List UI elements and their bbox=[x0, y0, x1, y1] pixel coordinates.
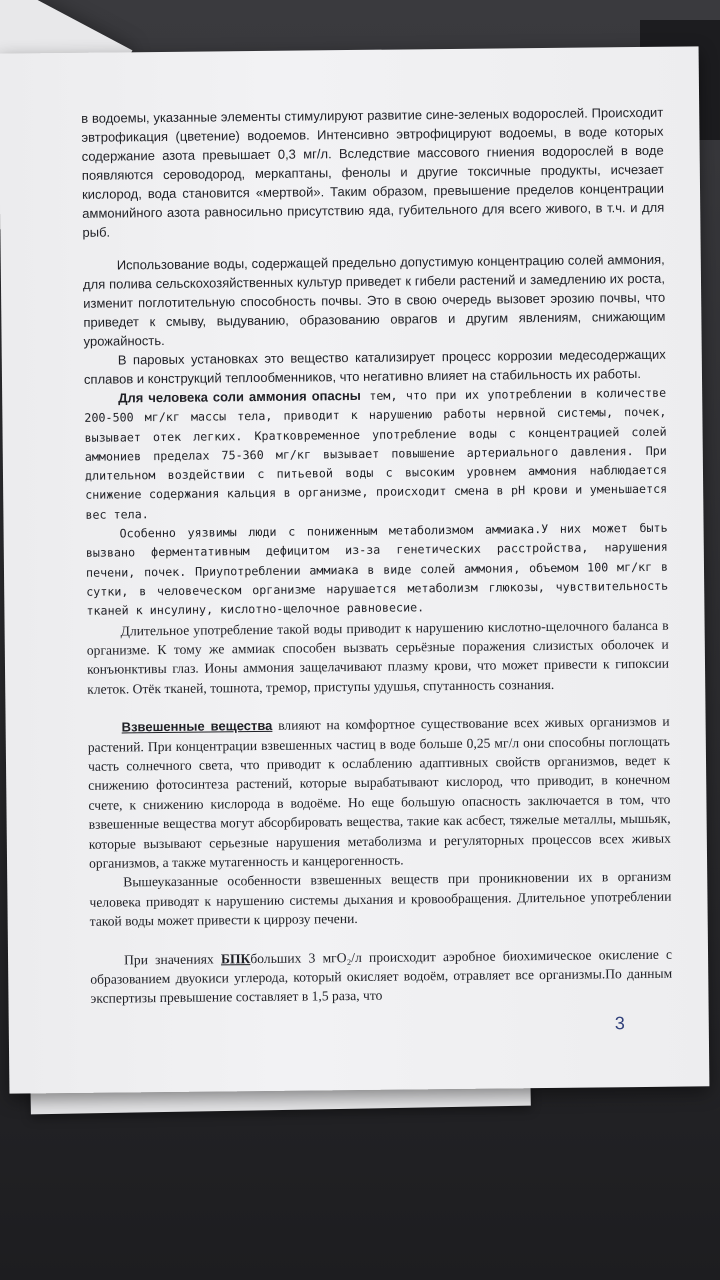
human-danger-heading: Для человека соли аммония опасны bbox=[118, 387, 361, 406]
paragraph-long-term-use: Длительное употребление такой воды приводит к нарушению кислотно-щелочного баланса в организме. К тому же аммиак способен вызвать серьёзные поражения слизистых оболочек и конъюнктивы глаз. Ионы аммония защелачивают плазму крови, что может привести к гипоксии клеток. Отёк тканей, тошнота, тремор, приступы удушья, спутанность сознания. bbox=[86, 617, 670, 697]
paragraph-bod bbox=[90, 944, 673, 1008]
page-number: 3 bbox=[614, 1013, 625, 1034]
suspended-solids-heading: Взвешенные вещества bbox=[121, 718, 273, 735]
paragraph-vulnerable-people: Особенно уязвимы люди с пониженным метаболизмом аммиака.У них может быть вызвано ферментативным дефицитом из-за генетических расстройства, нарушения печени, почек. Приупотреблении аммиака в виде солей аммония, объемом 100 мг/кг в сутки, в человеческом организме нарушается метаболизм глюкозы, чувствительность тканей к инсулину, кислотно-щелочное равновесие. bbox=[85, 520, 669, 619]
document-text bbox=[81, 103, 672, 1009]
paragraph-irrigation: Использование воды, содержащей предельно допустимую концентрацию солей аммония, для полива сельскохозяйственных культур приведет к гибели растений и замедлению их роста, изменит поглотительную способность почвы. Это в свою очередь вызовет эрозию почвы, что приведет к смыву, выдуванию, образованию оврагов и другим явлениям, снижающим урожайность. bbox=[82, 251, 666, 349]
bod-lead: При значениях bbox=[123, 951, 221, 968]
suspended-solids-text: влияют на комфортное существование всех живых организмов и растений. При концентрации взвешенных частиц в воде больше 0,25 мг/л они способны поглощать часть солнечного света, что приводит к ослаблению адаптивных свойств организмов, ведет к снижению фотосинтеза растений, которые вырабатывают кислород, что приводит, в конечном счете, к снижению кислорода в водоёме. Но еще большую опасность заключается в том, что взвешенные вещества могут абсорбировать вещества, такие как асбест, тяжелые металлы, мышьяк, которые вызывают серьезные нарушения метаболизма и регуляторных процессов всех живых организмов, а также мутагенность и канцерогенность. bbox=[87, 713, 671, 871]
bod-text: больших 3 мгО₂/л происходит аэробное биохимическое окисление с образованием двуокиси углерода, который окисляет водоём, отравляет все организмы.По данным экспертизы превышение составляет в 1,5 раза, что bbox=[90, 946, 673, 1007]
document-page bbox=[0, 46, 709, 1093]
paragraph-eutrophication: в водоемы, указанные элементы стимулируют развитие сине-зеленых водорослей. Происходит эвтрофикация (цветение) водоемов. Интенсивно эвтрофицируют водоемы, в воде которых содержание азота превышает 0,3 мг/л. Вследствие массового гниения водорослей в воде появляются сероводород, меркаптаны, фенолы и другие токсичные продукты, исчезает кислород, вода становится «мертвой». Таким образом, превышение пределов концентрации аммонийного азота равносильно присутствию яда, губительного для всего живого, в т.ч. и для рыб. bbox=[81, 104, 665, 240]
bod-term: БПК bbox=[220, 950, 251, 967]
paragraph-steam-installations: В паровых установках это вещество катализирует процесс коррозии медесодержащих сплавов и конструкций теплообменников, что негативно влияет на стабильность их работы. bbox=[83, 346, 666, 387]
paragraph-suspended-solids bbox=[88, 712, 672, 873]
paragraph-suspended-effects: Вышеуказанные особенности взвешенных веществ при проникновении их в организм человека приводят к нарушению системы дыхания и кровообращения. Длительное употреблении такой воды может привести к циррозу печени. bbox=[89, 869, 672, 930]
paragraph-human-danger bbox=[84, 383, 667, 525]
human-danger-text: тем, что при их употреблении в количестве 200-500 мг/кг массы тела, приводит к нарушению работы нервной системы, почек, вызывает отек легких. Кратковременное употребление воды с концентрацией солей аммониев пределах 75-360 мг/кг вызывает повышение артериального давления. При длительном воздействии с питьевой воды с высоким уровнем аммония наблюдается снижение содержания кальция в организме, происходит смена в pH крови и уменьшается вес тела. bbox=[84, 385, 668, 522]
